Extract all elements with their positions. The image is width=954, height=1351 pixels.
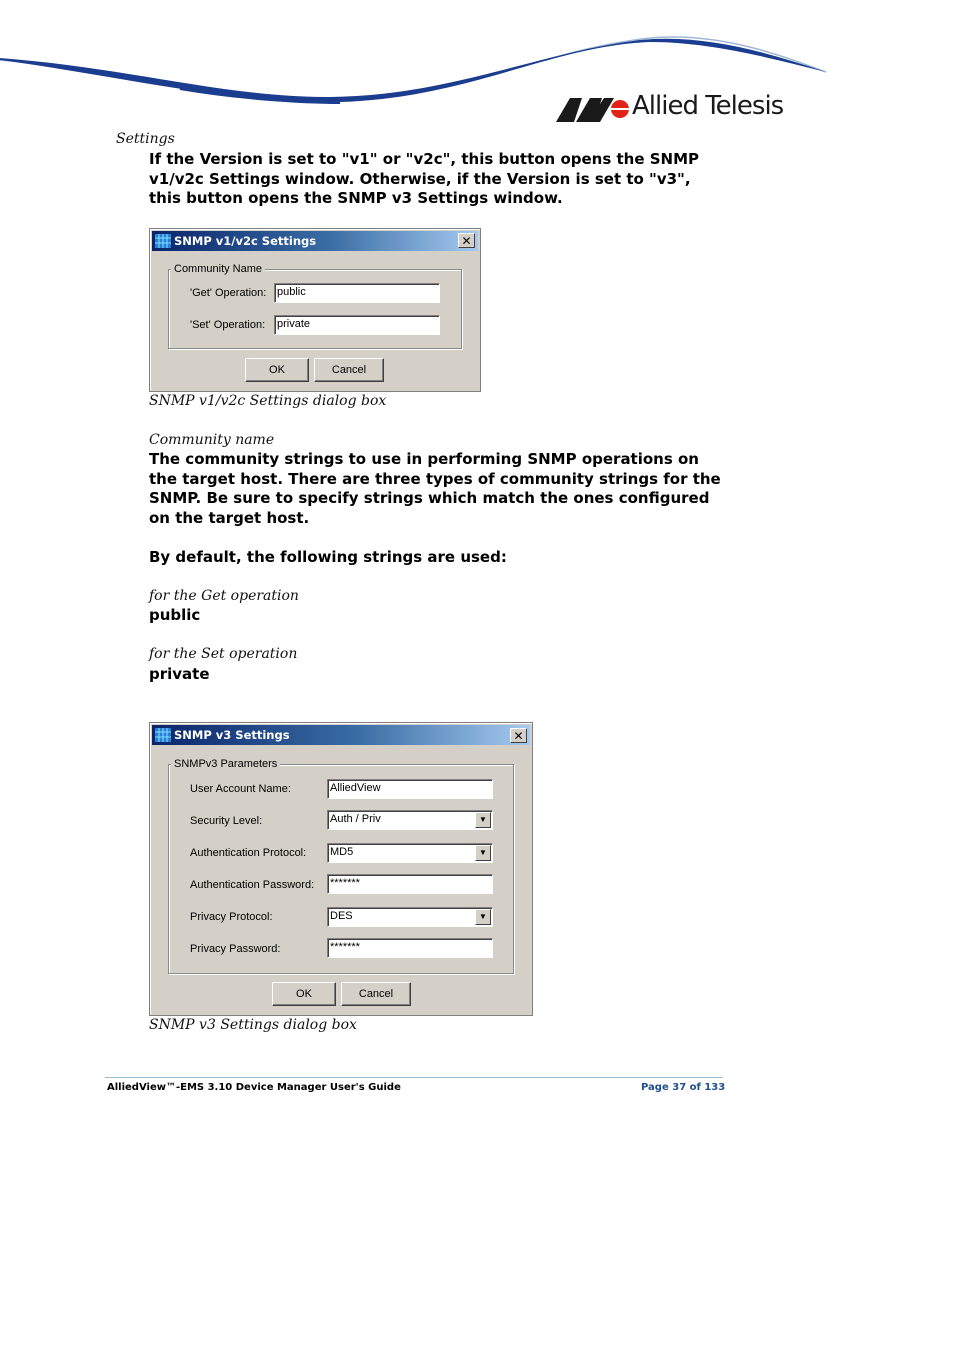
privacy-protocol-value: DES bbox=[330, 910, 353, 922]
network-grid-icon bbox=[155, 234, 171, 248]
security-level-select[interactable] bbox=[327, 810, 493, 830]
network-grid-icon bbox=[155, 728, 171, 742]
allied-telesis-logo-mark-icon bbox=[556, 96, 632, 122]
privacy-password-input[interactable]: ******* bbox=[327, 938, 493, 958]
set-operation-input[interactable]: private bbox=[274, 315, 440, 335]
privacy-password-label: Privacy Password: bbox=[190, 943, 281, 955]
cancel-button[interactable]: Cancel bbox=[314, 358, 384, 382]
security-level-label: Security Level: bbox=[190, 815, 263, 827]
footer-divider bbox=[105, 1077, 723, 1078]
community-name-legend: Community Name bbox=[171, 263, 265, 276]
authentication-protocol-value: MD5 bbox=[330, 846, 354, 858]
community-name-group bbox=[168, 269, 462, 349]
snmpv3-parameters-legend: SNMPv3 Parameters bbox=[171, 758, 280, 771]
snmp-v3-caption: SNMP v3 Settings dialog box bbox=[149, 1017, 357, 1033]
get-operation-input[interactable]: public bbox=[274, 283, 440, 303]
get-operation-heading: for the Get operation bbox=[149, 588, 299, 604]
allied-telesis-logo bbox=[556, 91, 786, 128]
settings-heading: Settings bbox=[116, 131, 175, 147]
community-name-heading: Community name bbox=[149, 432, 275, 448]
set-operation-label: 'Set' Operation: bbox=[190, 319, 266, 331]
ok-button[interactable]: OK bbox=[272, 982, 336, 1006]
snmp-v1-caption: SNMP v1/v2c Settings dialog box bbox=[149, 393, 387, 409]
snmp-v1-title: SNMP v1/v2c Settings bbox=[174, 234, 317, 248]
header-swoosh bbox=[0, 0, 954, 130]
ok-button[interactable]: OK bbox=[245, 358, 309, 382]
cancel-button[interactable]: Cancel bbox=[341, 982, 411, 1006]
logo-wordmark: Allied Telesis bbox=[632, 91, 784, 121]
community-name-body: The community strings to use in performing SNMP operations on the target host. There are three types of community strings for the SNMP. Be sure to specify strings which match the ones configured on the target host. bbox=[149, 450, 721, 527]
privacy-protocol-label: Privacy Protocol: bbox=[190, 911, 273, 923]
close-icon[interactable]: ✕ bbox=[510, 728, 527, 743]
close-icon[interactable]: ✕ bbox=[458, 233, 475, 248]
snmp-v1-dialog bbox=[149, 228, 481, 392]
authentication-protocol-select[interactable] bbox=[327, 843, 493, 863]
security-level-value: Auth / Priv bbox=[330, 813, 381, 825]
snmp-v3-dialog bbox=[149, 722, 533, 1016]
authentication-password-input[interactable]: ******* bbox=[327, 874, 493, 894]
authentication-protocol-label: Authentication Protocol: bbox=[190, 847, 307, 859]
chevron-down-icon[interactable]: ▼ bbox=[475, 909, 491, 925]
footer-guide-title: AlliedView™-EMS 3.10 Device Manager User's Guide bbox=[107, 1082, 401, 1093]
authentication-password-label: Authentication Password: bbox=[190, 879, 315, 891]
user-account-name-label: User Account Name: bbox=[190, 783, 291, 795]
user-account-name-input[interactable]: AlliedView bbox=[327, 779, 493, 799]
privacy-protocol-select[interactable] bbox=[327, 907, 493, 927]
settings-body: If the Version is set to "v1" or "v2c", this button opens the SNMP v1/v2c Settings window. Otherwise, if the Version is set to "v3", this button opens the SNMP v3 Settings window. bbox=[149, 150, 700, 208]
chevron-down-icon[interactable]: ▼ bbox=[475, 845, 491, 861]
get-operation-label: 'Get' Operation: bbox=[190, 287, 267, 299]
chevron-down-icon[interactable]: ▼ bbox=[475, 812, 491, 828]
set-operation-heading: for the Set operation bbox=[149, 646, 298, 662]
snmp-v3-title: SNMP v3 Settings bbox=[174, 728, 290, 742]
get-operation-default: public bbox=[149, 606, 201, 624]
set-operation-default: private bbox=[149, 665, 210, 683]
footer-page-number: Page 37 of 133 bbox=[641, 1082, 726, 1093]
snmp-v1-titlebar[interactable] bbox=[152, 231, 478, 251]
defaults-intro: By default, the following strings are used: bbox=[149, 548, 507, 566]
snmp-v3-titlebar[interactable] bbox=[152, 725, 530, 745]
